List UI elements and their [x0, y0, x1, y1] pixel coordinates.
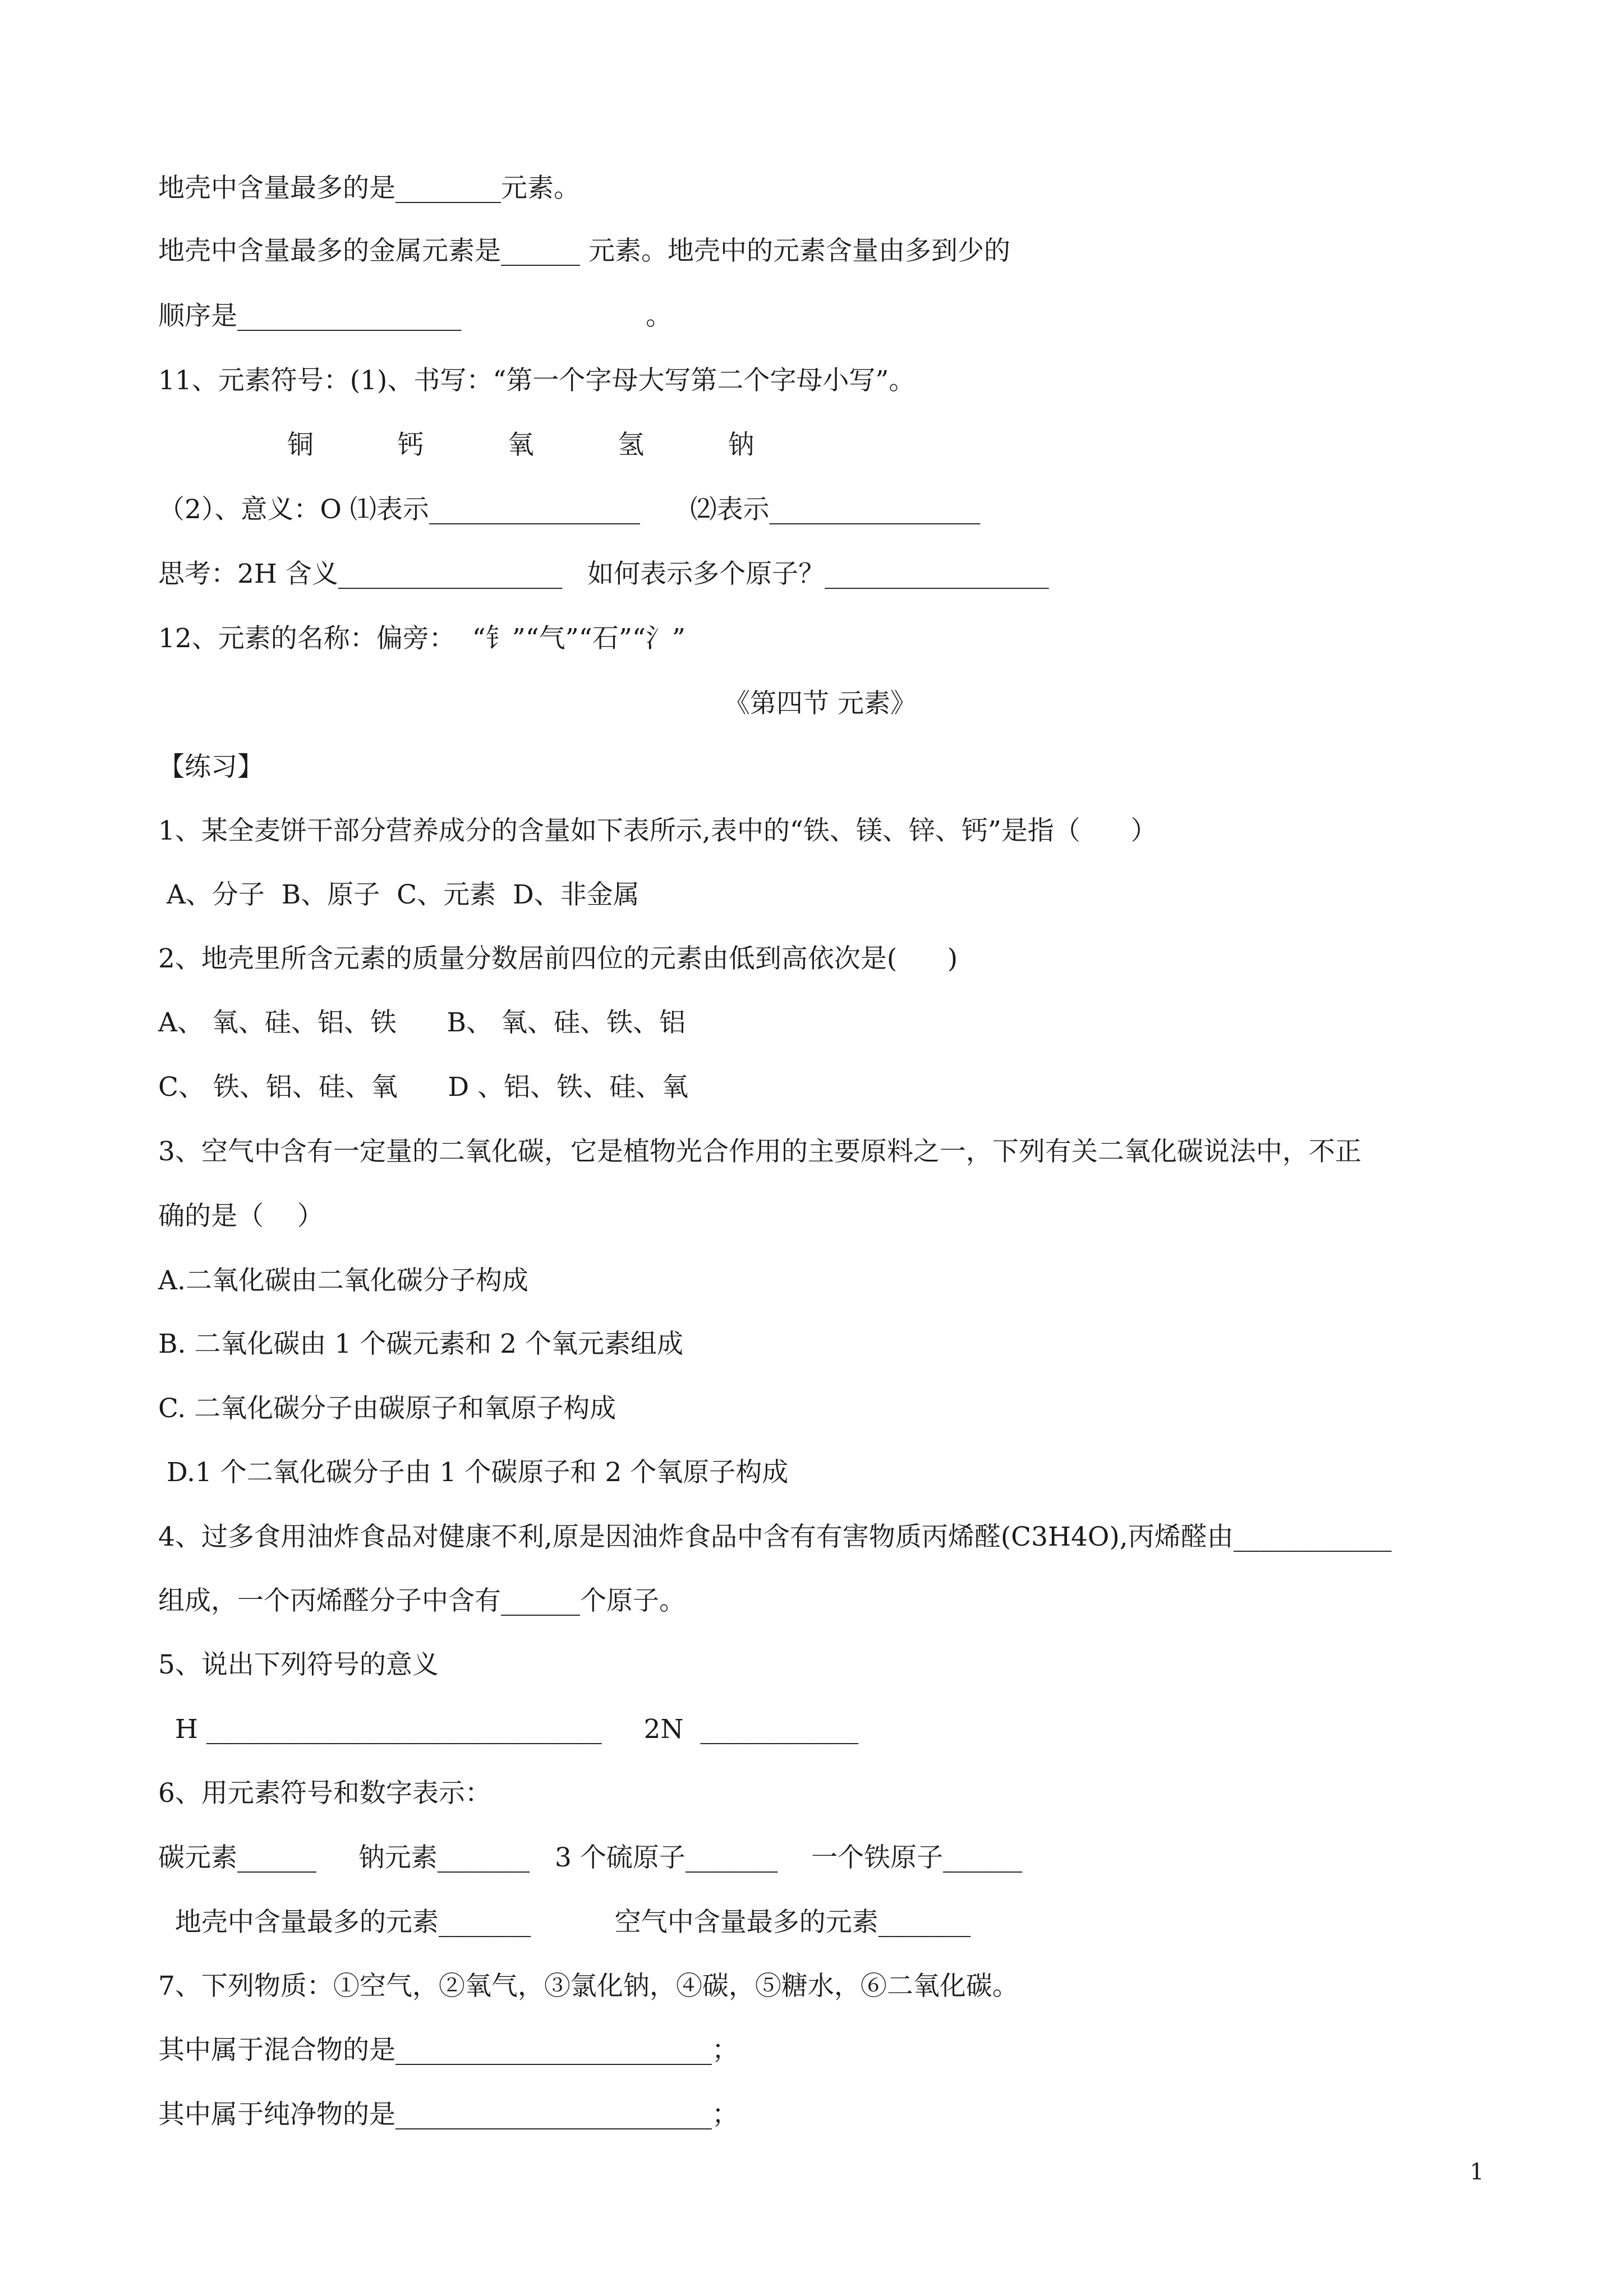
ex7-question: 7、下列物质：①空气，②氧气，③氯化钠，④碳，⑤糖水，⑥二氧化碳。	[158, 1971, 1019, 2002]
line-crust-most-element: 地壳中含量最多的是________元素。	[158, 173, 580, 204]
q11-meaning: （2）、意义：O ⑴表示________________ ⑵表示________________	[158, 494, 981, 525]
ex4-question-cont: 组成，一个丙烯醛分子中含有______个原子。	[158, 1585, 686, 1616]
ex4-question: 4、过多食用油炸食品对健康不利,原是因油炸食品中含有有害物质丙烯醛(C3H4O),丙烯醛由____________	[158, 1522, 1392, 1552]
ex2-options-cd: C、 铁、铝、硅、氧 D 、铝、铁、硅、氧	[158, 1072, 689, 1103]
exercise-heading: 【练习】	[158, 751, 264, 782]
ex3-option-a: A.二氧化碳由二氧化碳分子构成	[158, 1265, 528, 1296]
ex2-question: 2、地壳里所含元素的质量分数居前四位的元素由低到高依次是( )	[158, 943, 958, 974]
ex6-question: 6、用元素符号和数字表示：	[158, 1778, 491, 1809]
ex6-items-row2: 地壳中含量最多的元素_______ 空气中含量最多的元素_______	[158, 1907, 971, 1938]
ex6-items-row1: 碳元素______ 钠元素_______ 3 个硫原子_______ 一个铁原子______	[158, 1842, 1023, 1873]
ex2-options-ab: A、 氧、硅、铝、铁 B、 氧、硅、铁、铝	[158, 1007, 686, 1038]
ex3-question: 3、空气中含有一定量的二氧化碳，它是植物光合作用的主要原料之一，下列有关二氧化碳说法中，不正	[158, 1136, 1361, 1167]
ex1-question: 1、某全麦饼干部分营养成分的含量如下表所示,表中的“铁、镁、锌、钙”是指（ ）	[158, 815, 1157, 846]
ex1-options: A、分子 B、原子 C、元素 D、非金属	[158, 879, 640, 910]
ex3-option-b: B. 二氧化碳由 1 个碳元素和 2 个氧元素组成	[158, 1329, 683, 1359]
q12-radicals: 12、元素的名称：偏旁： “钅”“气”“石”“氵”	[158, 623, 686, 654]
q11-element-names: 铜 钙 氧 氢 钠	[287, 430, 755, 460]
ex5-symbols: H ______________________________ 2N ____________	[158, 1714, 859, 1745]
q11-think: 思考：2H 含义_________________ 如何表示多个原子？_________________	[158, 559, 1049, 589]
ex3-option-d: D.1 个二氧化碳分子由 1 个碳原子和 2 个氧原子构成	[158, 1457, 789, 1488]
ex7-mixture: 其中属于混合物的是________________________；	[158, 2035, 738, 2066]
section-title: 《第四节 元素》	[724, 688, 917, 719]
line-crust-metal-element: 地壳中含量最多的金属元素是______ 元素。地壳中的元素含量由多到少的	[158, 236, 1010, 266]
ex3-option-c: C. 二氧化碳分子由碳原子和氧原子构成	[158, 1393, 617, 1424]
ex5-question: 5、说出下列符号的意义	[158, 1649, 439, 1680]
page-number: 1	[1470, 2159, 1484, 2185]
ex3-question-cont: 确的是（ ）	[158, 1201, 324, 1232]
q11-heading: 11、元素符号：(1)、书写：“第一个字母大写第二个字母小写”。	[158, 365, 915, 396]
line-crust-order: 顺序是_________________ 。	[158, 301, 673, 331]
ex7-pure-substance: 其中属于纯净物的是________________________；	[158, 2099, 738, 2130]
